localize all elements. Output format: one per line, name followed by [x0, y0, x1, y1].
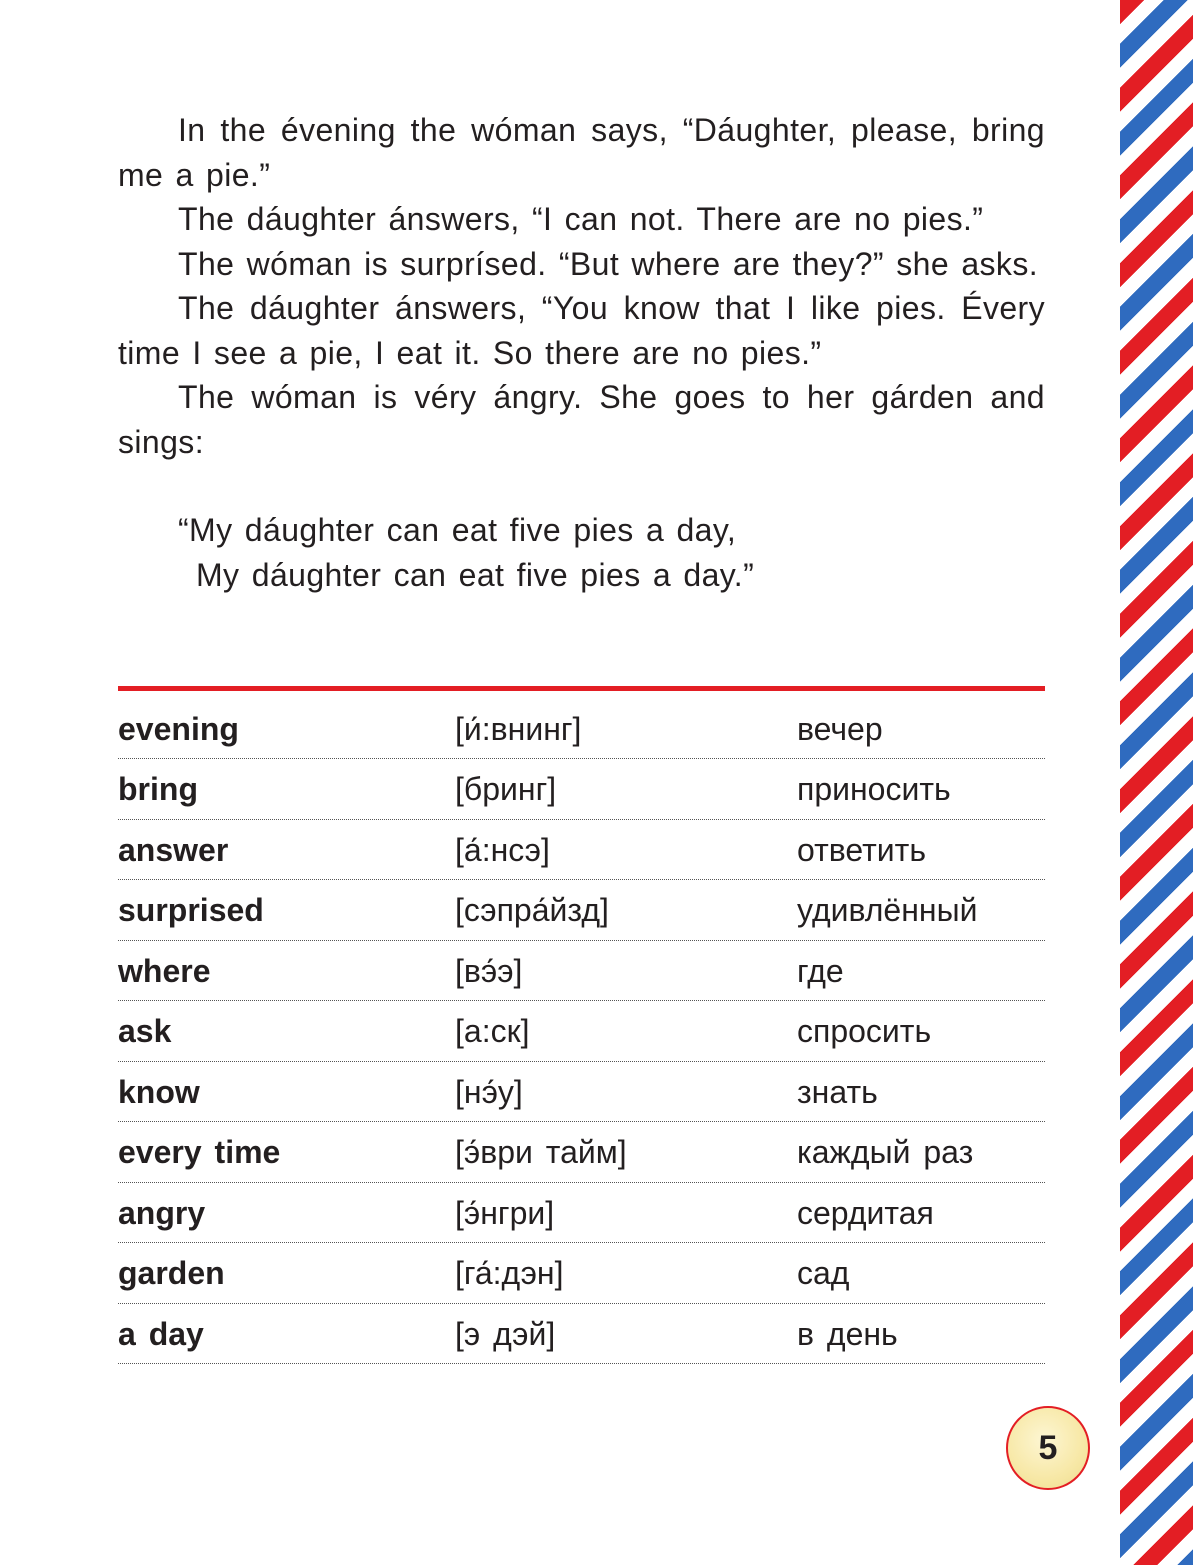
vocabulary-divider [118, 686, 1045, 691]
vocab-transcription: [бринг] [455, 771, 557, 807]
vocab-transcription: [нэ́у] [455, 1073, 523, 1110]
vocab-transcription: [га́:дэн] [455, 1255, 564, 1291]
vocabulary-row [118, 1124, 1045, 1183]
story-paragraph: The wóman is surprísed. “But where are they?” she asks. [178, 245, 1039, 282]
page-number: 5 [1038, 1428, 1058, 1467]
story-text [118, 108, 1045, 597]
vocabulary-row [118, 1003, 1045, 1062]
vocab-word: know [118, 1073, 200, 1110]
vocab-translation: вечер [797, 710, 883, 747]
vocab-transcription: [и́:внинг] [455, 710, 582, 747]
vocab-translation: знать [797, 1073, 878, 1110]
vocabulary-row [118, 942, 1045, 1001]
vocab-word: bring [118, 771, 198, 807]
vocab-transcription: [сэпра́йзд] [455, 892, 609, 928]
vocab-word: angry [118, 1194, 206, 1231]
vocab-word: where [118, 952, 211, 989]
vocabulary-row [118, 882, 1045, 941]
vocabulary-row [118, 1184, 1045, 1243]
vocab-word: ask [118, 1013, 172, 1049]
story-paragraph: The dáughter ánswers, “You know that I like pies. Évery time I see a pie, I eat it. So there are no pies.” [118, 290, 1045, 371]
song-line: “My dáughter can eat five pies a day, [178, 512, 737, 548]
vocabulary-row [118, 1245, 1045, 1304]
vocab-transcription: [э́нгри] [455, 1194, 555, 1231]
vocabulary-table [118, 700, 1045, 1366]
vocabulary-row [118, 821, 1045, 880]
vocab-translation: спросить [797, 1013, 932, 1049]
vocab-translation: ответить [797, 831, 926, 868]
vocabulary-row [118, 700, 1045, 759]
vocab-transcription: [а́:нсэ] [455, 831, 550, 868]
vocab-word: garden [118, 1255, 225, 1291]
vocab-translation: в день [797, 1315, 898, 1352]
vocab-word: a day [118, 1315, 204, 1352]
vocab-translation: сад [797, 1255, 850, 1291]
vocab-translation: где [797, 952, 844, 989]
vocab-translation: сердитая [797, 1194, 934, 1231]
story-paragraph: The dáughter ánswers, “I can not. There are no pies.” [178, 201, 984, 237]
song-line: My dáughter can eat five pies a day.” [196, 556, 755, 593]
vocab-transcription: [вэ́э] [455, 952, 523, 989]
vocab-word: every time [118, 1134, 281, 1170]
story-paragraph: The wóman is véry ángry. She goes to her gárden and sings: [118, 379, 1045, 460]
vocabulary-row [118, 1305, 1045, 1364]
song-verse [118, 508, 1045, 597]
vocab-word: answer [118, 831, 229, 868]
vocab-word: surprised [118, 892, 264, 928]
vocab-translation: каждый раз [797, 1134, 974, 1170]
vocab-transcription: [а:ск] [455, 1013, 530, 1049]
striped-border-decoration [1120, 0, 1193, 1565]
story-paragraph: In the évening the wóman says, “Dáughter, please, bring me a pie.” [118, 112, 1045, 193]
vocab-translation: приносить [797, 771, 951, 807]
vocab-transcription: [э дэй] [455, 1315, 556, 1352]
vocabulary-row [118, 1063, 1045, 1122]
vocab-word: evening [118, 710, 239, 747]
vocab-translation: удивлённый [797, 892, 978, 928]
page-number-badge [1006, 1406, 1090, 1490]
vocab-transcription: [э́ври тайм] [455, 1134, 627, 1170]
vocabulary-row [118, 761, 1045, 820]
